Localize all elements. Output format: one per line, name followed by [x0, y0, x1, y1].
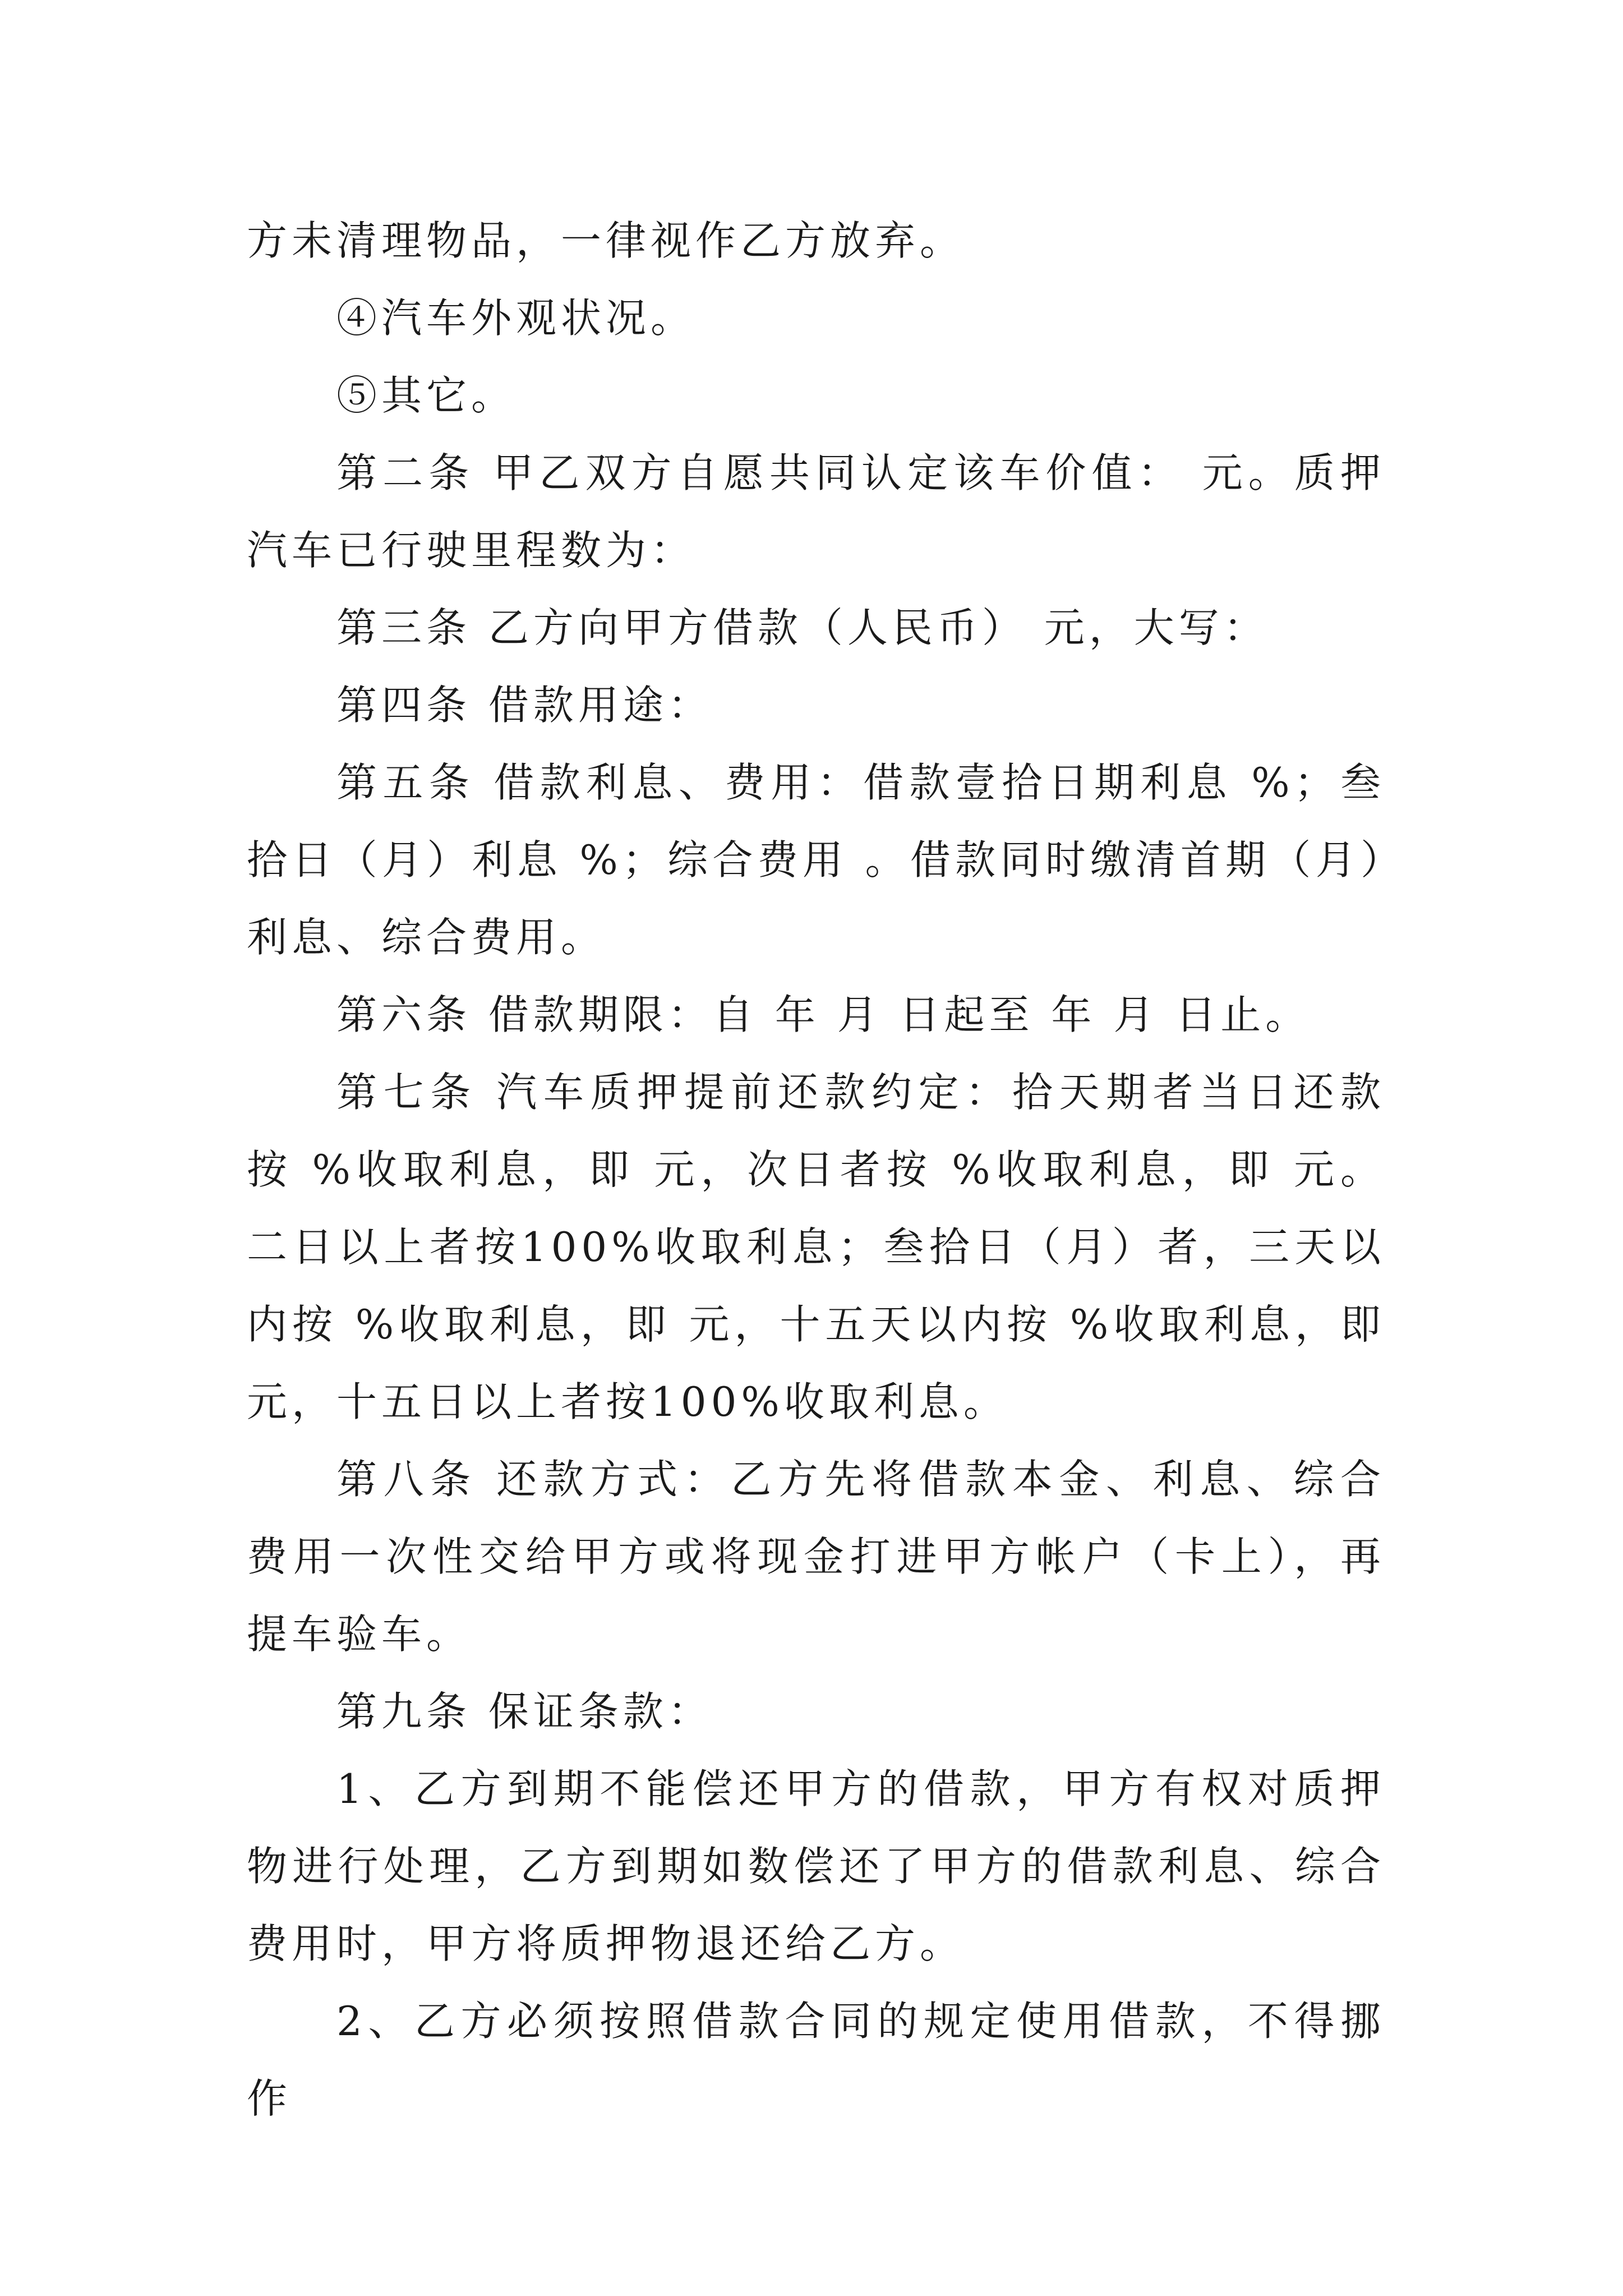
paragraph-article-4: 第四条 借款用途： [336, 682, 713, 729]
paragraph-guarantee-1: 1、乙方到期不能偿还甲方的借款，甲方有权对质押物进行处理，乙方到期如数偿还了甲方的借款利息、综合费用时，甲方将质押物退还给乙方。 [247, 1765, 1385, 1967]
paragraph-article-2: 第二条 甲乙双方自愿共同认定该车价值： 元。质押汽车已行驶里程数为： [247, 449, 1385, 574]
paragraph-guarantee-2: 2、乙方必须按照借款合同的规定使用借款，不得挪作 [247, 1998, 1385, 2122]
paragraph-article-8: 第八条 还款方式：乙方先将借款本金、利息、综合费用一次性交给甲方或将现金打进甲方帐户（卡上），再提车验车。 [247, 1456, 1385, 1658]
paragraph-article-7: 第七条 汽车质押提前还款约定：拾天期者当日还款按 %收取利息，即 元，次日者按 %收取利息，即 元。二日以上者按100%收取利息；叁拾日（月）者，三天以内按 %收取利息，即 元，十五天以内按 %收取利息，即 元，十五日以上者按100%收取利息。 [247, 1069, 1385, 1425]
paragraph-article-6: 第六条 借款期限：自 年 月 日起至 年 月 日止。 [336, 991, 1311, 1038]
paragraph-item-5: ⑤其它。 [336, 372, 517, 419]
paragraph-article-9: 第九条 保证条款： [336, 1688, 713, 1735]
contract-body [247, 202, 1385, 2137]
paragraph-article-3: 第三条 乙方向甲方借款（人民币） 元，大写： [336, 604, 1269, 651]
paragraph-clause-continuation: 方未清理物品，一律视作乙方放弃。 [247, 217, 965, 264]
paragraph-item-4: ④汽车外观状况。 [336, 295, 696, 342]
paragraph-article-5: 第五条 借款利息、费用：借款壹拾日期利息 %；叁拾日（月）利息 %；综合费用 。借款同时缴清首期（月）利息、综合费用。 [247, 759, 1385, 961]
